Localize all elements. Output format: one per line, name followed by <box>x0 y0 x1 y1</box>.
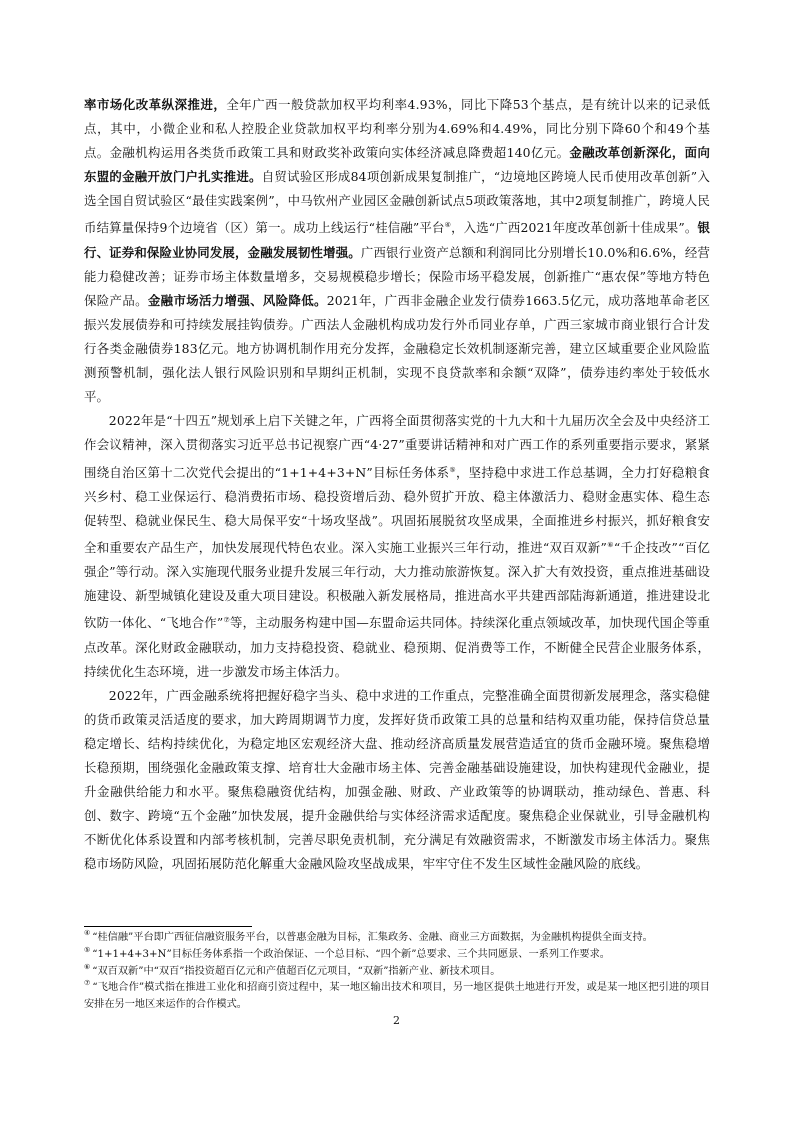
paragraph-text: “千企技改”“百亿强企”等行动。深入实施现代服务业提升发展三年行动，大力推动旅游恢复。深入扩大有效投资，重点推进基础设施建设、新型城镇化建设及重大项目建设。积极融入新发展格局，推进高水平共建西部陆海新通道，推进建设北钦防一体化、“飞地合作” <box>84 540 710 631</box>
footnote-text: “飞地合作”模式指在推进工业化和招商引资过程中，某一地区输出技术和项目，另一地区提供土地进行开发，或是某一地区把引进的项目安排在另一地区来运作的合作模式。 <box>84 982 710 1011</box>
paragraph-2 <box>84 409 710 683</box>
paragraph-text: ，入选“广西2021年度改革创新十佳成果”。 <box>451 220 698 236</box>
footnote <box>84 964 710 981</box>
page-number: 2 <box>393 1014 400 1027</box>
footnote-ref: ④ <box>444 221 452 230</box>
footnote <box>84 947 710 964</box>
footnote-divider <box>84 926 252 927</box>
footnote-mark: ⑤ <box>84 945 91 954</box>
paragraph-1 <box>84 93 710 409</box>
footnote-mark: ④ <box>84 929 91 937</box>
paragraph-text: 广西银行业资产总额和利润同比分别增长10.0%和6.6%，经营能力稳健改善；证券市场主体数量增多，交易规模稳步增长；保险市场平稳发展，创新推广“惠农保”等地方特色保险产品。 <box>84 244 710 308</box>
bold-heading: 金融改革创新深化，面向东盟的金融开放门户扎实推进。 <box>84 145 710 185</box>
footnote-ref: ⑥ <box>607 540 614 549</box>
paragraph-text: 2021年，广西非金融企业发行债券1663.5亿元，成功落地革命老区振兴发展债券和可持续发展挂钩债券。广西法人金融机构成功发行外币同业存单，广西三家城市商业银行合计发行各类金融债券183亿元。地方协调机制作用充分发挥，金融稳定长效机制逐渐完善，建立区域重要企业风险监测预警机制，强化法人银行风险识别和早期纠正机制，实现不良贷款率和余额“双降”，债券违约率处于较低水平。 <box>84 292 711 405</box>
paragraph-text: 等，主动服务构建中国—东盟命运共同体。持续深化重点领域改革，加快现代国企等重点改革。深化财政金融联动，加力支持稳投资、稳就业、稳预期、促消费等工作，不断健全民营企业服务体系，持续优化生态环境，进一步激发市场主体活力。 <box>84 615 711 679</box>
footnote-mark: ⑥ <box>84 962 91 971</box>
footnote-text: “1+1+4+3+N”目标任务体系指一个政治保证、一个总目标、“四个新”总要求、三个共同愿景、一系列工作要求。 <box>92 948 610 960</box>
footnote-text: “桂信融”平台即广西征信融资服务平台，以普惠金融为目标，汇集政务、金融、商业三方面数据，为金融机构提供全面支持。 <box>92 932 653 943</box>
footnotes <box>84 930 710 1014</box>
body-text <box>84 93 710 877</box>
footnote-mark: ⑦ <box>84 979 91 988</box>
paragraph-text: 全年广西一般贷款加权平均利率4.93%，同比下降53个基点，是有统计以来的记录低点，其中，小微企业和私人控股企业贷款加权平均利率分别为4.69%和4.49%，同比分别下降60个和49个基点。金融机构运用各类货币政策工具和财政奖补政策向实体经济减息降费超140亿元。 <box>84 97 710 161</box>
paragraph-3: 2022年，广西金融系统将把握好稳字当头、稳中求进的工作重点，完整准确全面贯彻新发展理念，落实稳健的货币政策灵活适度的要求，加大跨周期调节力度，发挥好货币政策工具的总量和结构双重功能，保持信贷总量稳定增长、结构持续优化，为稳定地区宏观经济大盘、推动经济高质量发展营造适宜的货币金融环境。聚焦稳增长稳预期，围绕强化金融政策支撑、培育壮大金融市场主体、完善金融基础设施建设，加快构建现代金融业，提升金融供给能力和水平。聚焦稳融资优结构，加强金融、财政、产业政策等的协调联动，推动绿色、普惠、科创、数字、跨境“五个金融”加快发展，提升金融供给与实体经济需求适配度。聚焦稳企业保就业，引导金融机构不断优化体系设置和内部考核机制，完善尽职免责机制，充分满足有效融资需求，不断激发市场主体活力。聚焦稳市场防风险，巩固拓展防范化解重大金融风险攻坚战成果，牢牢守住不发生区域性金融风险的底线。 <box>84 687 710 872</box>
paragraph-text: 自贸试验区形成84项创新成果复制推广，“边境地区跨境人民币使用改革创新”入选全国自贸试验区“最佳实践案例”，中马钦州产业园区金融创新试点5项政策落地，其中2项复制推广，跨境人民币结算量保持9个边境省（区）第一。成功上线运行“桂信融”平台 <box>84 169 710 236</box>
footnote <box>84 980 710 1014</box>
footnote-text: “双百双新”中“双百”指投资超百亿元和产值超百亿元项目，“双新”指新产业、新技术项目。 <box>92 965 501 977</box>
paragraph-text: 2022年是“十四五”规划承上启下关键之年，广西将全面贯彻落实党的十九大和十九届历次全会及中央经济工作会议精神，深入贯彻落实习近平总书记视察广西“4·27”重要讲话精神和对广西工作的系列重要指示要求，紧紧围绕自治区第十二次党代会提出的“1+1+4+3+N”目标任务体系 <box>84 413 710 480</box>
footnote <box>84 930 710 947</box>
bold-heading: 银行、证券和保险业协同发展，金融发展韧性增强。 <box>84 220 710 260</box>
paragraph-text: ，坚持稳中求进工作总基调，全力打好稳粮食兴乡村、稳工业保运行、稳消费拓市场、稳投资增后劲、稳外贸扩开放、稳主体激活力、稳财金惠实体、稳生态促转型、稳就业保民生、稳大局保平安“十场攻坚战”。巩固拓展脱贫攻坚成果，全面推进乡村振兴，抓好粮食安全和重要农产品生产，加快发展现代特色农业。深入实施工业振兴三年行动，推进“双百双新” <box>84 464 711 556</box>
bold-heading: 率市场化改革纵深推进， <box>84 97 227 112</box>
footnote-ref: ⑦ <box>223 616 231 625</box>
footnote-ref: ⑤ <box>449 465 456 474</box>
bold-heading: 金融市场活力增强、风险降低。 <box>147 292 327 308</box>
